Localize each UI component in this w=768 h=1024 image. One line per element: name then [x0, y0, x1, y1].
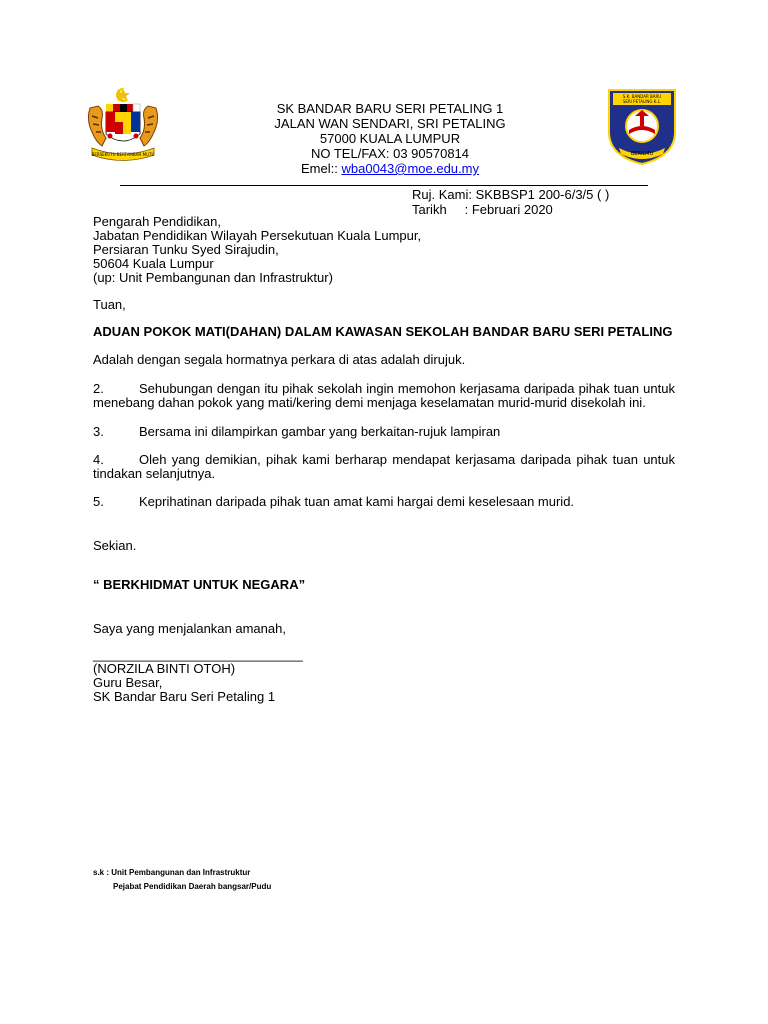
paragraph-3 — [93, 425, 675, 439]
reference-label: Ruj. Kami: — [412, 187, 472, 202]
signature-line: _____________________________ — [93, 647, 303, 662]
email-label: Emel:: — [301, 161, 338, 176]
paragraph-1: Adalah dengan segala hormatnya perkara di atas adalah dirujuk. — [93, 352, 466, 367]
recipient-line: (up: Unit Pembangunan dan Infrastruktur) — [93, 270, 333, 285]
school-name: SK BANDAR BARU SERI PETALING 1 — [276, 101, 504, 116]
letterhead — [200, 101, 580, 176]
closing: Sekian. — [93, 538, 137, 553]
school-postcode: 57000 KUALA LUMPUR — [319, 131, 461, 146]
letter-subject: ADUAN POKOK MATI(DAHAN) DALAM KAWASAN SEKOLAH BANDAR BARU SERI PETALING — [93, 324, 673, 339]
header-divider — [120, 185, 648, 186]
svg-text:BERILMU: BERILMU — [630, 151, 654, 157]
recipient-address — [93, 215, 421, 285]
date-row — [412, 202, 609, 217]
trust-line: Saya yang menjalankan amanah, — [93, 621, 286, 636]
school-phone: NO TEL/FAX: 03 90570814 — [310, 146, 470, 161]
coat-of-arms-logo — [84, 86, 162, 164]
paragraph-text: Sehubungan dengan itu pihak sekolah ingin memohon kerjasama daripada pihak tuan untuk menebang dahan pokok yang mati/kering demi menjaga keselamatan murid-murid disekolah ini. — [93, 381, 675, 410]
cc-block — [93, 866, 271, 894]
cc-line-2: Pejabat Pendidikan Daerah bangsar/Pudu — [113, 882, 272, 891]
recipient-line: Jabatan Pendidikan Wilayah Persekutuan Kuala Lumpur, — [93, 228, 422, 243]
paragraph-number: 5. — [93, 494, 104, 509]
reference-block — [412, 187, 609, 217]
cc-line-1: Unit Pembangunan dan Infrastruktur — [111, 868, 251, 877]
svg-text:BERSEKUTU BERTAMBAH MUTU: BERSEKUTU BERTAMBAH MUTU — [91, 152, 155, 157]
svg-text:S.K. BANDAR BARU: S.K. BANDAR BARU — [622, 94, 662, 99]
paragraph-number: 3. — [93, 424, 104, 439]
reference-number-row — [412, 187, 609, 202]
cc-label: s.k : — [93, 868, 110, 877]
school-email-row — [200, 161, 580, 176]
signatory-school: SK Bandar Baru Seri Petaling 1 — [93, 689, 276, 704]
date-value: : Februari 2020 — [464, 202, 553, 217]
paragraph-text: Bersama ini dilampirkan gambar yang berkaitan-rujuk lampiran — [139, 424, 501, 439]
recipient-line: Pengarah Pendidikan, — [93, 214, 221, 229]
paragraph-number: 4. — [93, 452, 104, 467]
svg-text:SERI PETALING K.L.: SERI PETALING K.L. — [622, 99, 662, 104]
paragraph-number: 2. — [93, 381, 104, 396]
paragraph-5 — [93, 495, 675, 509]
date-label: Tarikh — [412, 202, 447, 217]
paragraph-text: Oleh yang demikian, pihak kami berharap mendapat kerjasama daripada pihak tuan untuk tindakan selanjutnya. — [93, 452, 675, 481]
paragraph-2 — [93, 382, 675, 410]
paragraph-text: Keprihatinan daripada pihak tuan amat kami hargai demi keselesaan murid. — [139, 494, 575, 509]
signatory-title: Guru Besar, — [93, 675, 163, 690]
recipient-line: Persiaran Tunku Syed Sirajudin, — [93, 242, 279, 257]
slogan: “ BERKHIDMAT UNTUK NEGARA” — [93, 577, 306, 592]
reference-value: SKBBSP1 200-6/3/5 ( ) — [475, 187, 610, 202]
salutation: Tuan, — [93, 297, 126, 312]
email-link[interactable]: wba0043@moe.edu.my — [341, 161, 479, 176]
school-badge-logo — [607, 88, 677, 166]
signatory-name: (NORZILA BINTI OTOH) — [93, 661, 236, 676]
paragraph-4 — [93, 453, 675, 481]
signature-block — [93, 648, 303, 704]
cc-row-1 — [93, 866, 271, 880]
recipient-line: 50604 Kuala Lumpur — [93, 256, 214, 271]
school-street: JALAN WAN SENDARI, SRI PETALING — [274, 116, 506, 131]
